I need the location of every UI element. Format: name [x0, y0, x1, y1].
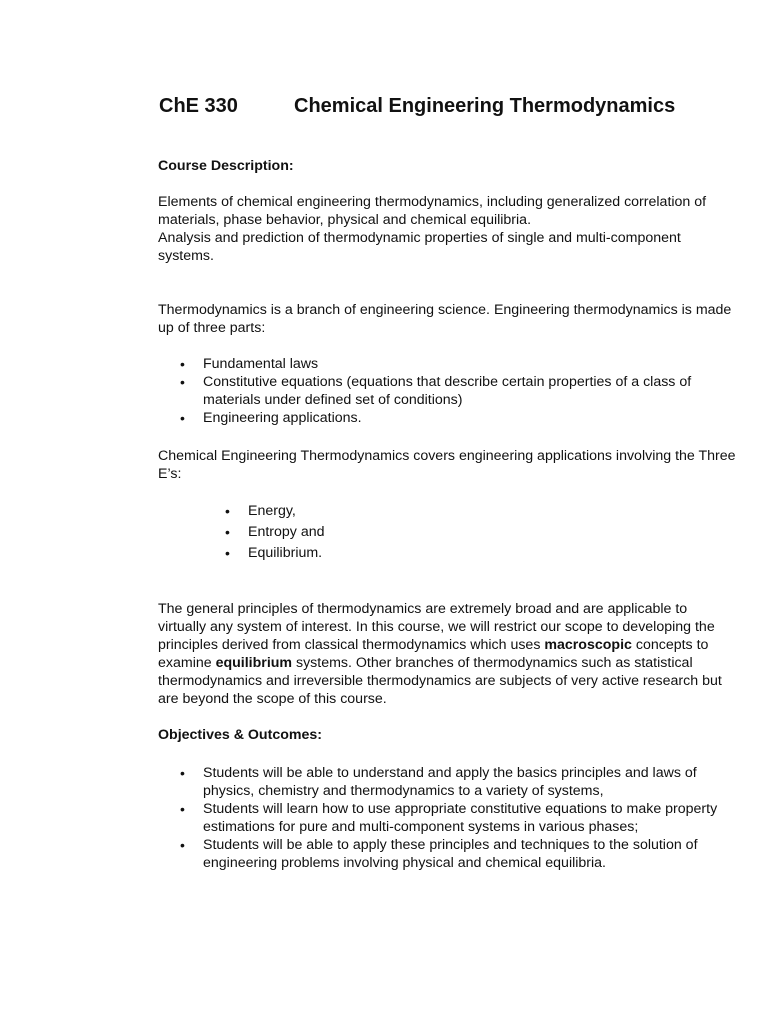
objectives-list — [158, 764, 738, 872]
bullet-icon: • — [180, 410, 185, 426]
course-title: Chemical Engineering Thermodynamics — [294, 95, 676, 117]
list-item: • Constitutive equations (equations that describe certain properties of a class of materials under defined set of conditions) — [180, 374, 692, 408]
description-line-1: Elements of chemical engineering thermodynamics, including generalized correlation of materials, phase behavior, physical and chemical equilibria. — [158, 194, 707, 228]
bullet-icon: • — [225, 503, 230, 519]
bullet-icon: • — [225, 524, 230, 540]
description-line-2: Analysis and prediction of thermodynamic properties of single and multi-component systems. — [158, 230, 681, 264]
principles-paragraph: The general principles of thermodynamics are extremely broad and are applicable to virtually any system of interest. In this course, we will restrict our scope to developing the principles derived from classical thermodynamics which uses macroscopic concepts to examine equilibrium systems. Other branches of thermodynamics such as statistical thermodynamics and irreversible thermodynamics are subjects of very active research but are beyond the scope of this course. — [158, 601, 722, 707]
page-title — [159, 92, 738, 120]
list-item: • Students will be able to understand and apply the basics principles and laws of physics, chemistry and thermodynamics to a variety of systems, — [180, 765, 697, 799]
bullet-icon: • — [180, 765, 185, 781]
term-equilibrium: equilibrium — [215, 655, 293, 671]
list-item: • Students will be able to apply these principles and techniques to the solution of engineering problems involving physical and chemical equilibria. — [180, 837, 698, 871]
three-es-paragraph: Chemical Engineering Thermodynamics covers engineering applications involving the Three E’s: — [158, 448, 736, 482]
list-item: • Engineering applications. — [180, 410, 362, 426]
course-description-heading: Course Description: — [158, 158, 294, 174]
list-item: • Equilibrium. — [158, 543, 738, 564]
list-item: • Students will learn how to use appropriate constitutive equations to make property estimations for pure and multi-component systems in various phases; — [180, 801, 718, 835]
document-page — [158, 92, 738, 872]
intro-paragraph: Thermodynamics is a branch of engineering science. Engineering thermodynamics is made up of three parts: — [158, 302, 732, 336]
list-item: • Fundamental laws — [180, 356, 319, 372]
course-code: ChE 330 — [159, 95, 238, 117]
bullet-icon: • — [180, 356, 185, 372]
list-item: • Entropy and — [158, 522, 738, 543]
list-item: • Energy, — [158, 501, 738, 522]
objectives-heading: Objectives & Outcomes: — [158, 727, 322, 743]
three-es-list — [158, 501, 738, 564]
bullet-icon: • — [180, 374, 185, 390]
bullet-icon: • — [180, 837, 185, 853]
term-macroscopic: macroscopic — [544, 637, 632, 653]
bullet-icon: • — [180, 801, 185, 817]
bullet-icon: • — [225, 545, 230, 561]
parts-list — [158, 355, 738, 427]
